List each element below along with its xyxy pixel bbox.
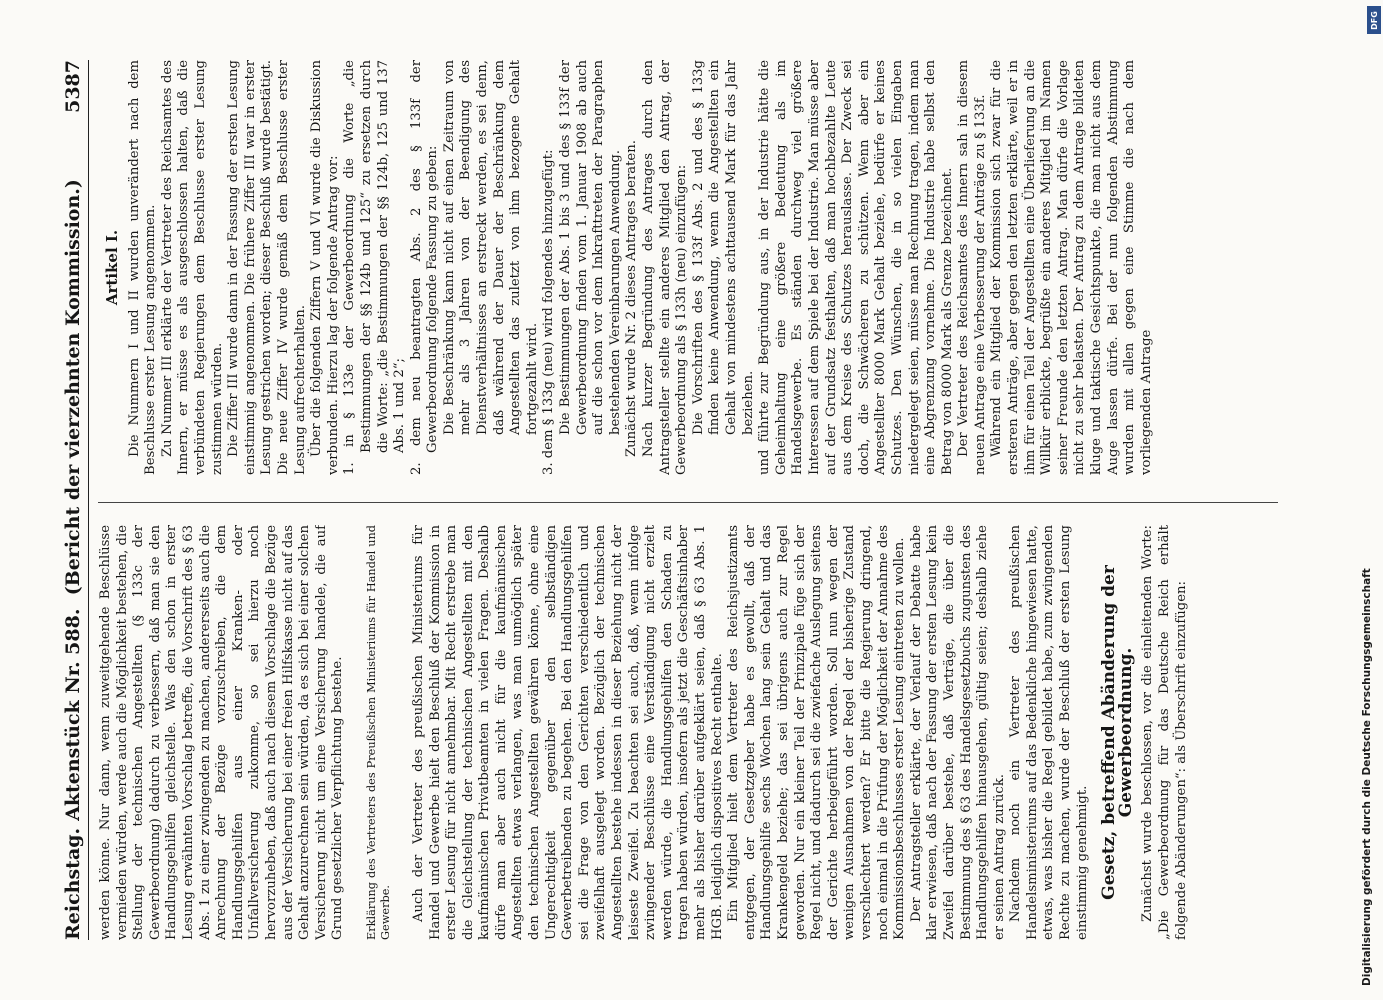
page-header bbox=[58, 60, 89, 940]
left-paragraph-4: Der Antragsteller erklärte, der Verlauf der Debatte habe klar erwiesen, daß nach der Fassung der ersten Lesung kein Zweifel darüber bestehe, daß Verträge, die über die Bestimmung des § 63 des Handelsgesetzbuchs zugunsten des Handlungsgehilfen hinausgehen, gültig seien; deshalb ziehe er seinen Antrag zurück. bbox=[908, 525, 1007, 940]
left-paragraph-2: Auch der Vertreter des preußischen Ministeriums für Handel und Gewerbe hielt den Beschluß der Kommission in erster Lesung für nicht annehmbar. Mit Recht erstrebe man die Gleichstellung der technischen Angestellten mit den kaufmännischen Privatbeamten in vielen Fragen. Deshalb dürfe man aber auch nicht für die kaufmännischen Angestellten etwas verlangen, was man unmöglich später den technischen Angestellten gewähren könne, ohne eine Ungerechtigkeit gegenüber den selbständigen Gewerbetreibenden zu begehen. Bei den Handlungsgehilfen sei die Frage von den Gerichten verschiedentlich und zweifelhaft ausgelegt worden. Bezüglich der technischen Angestellten bestehe indessen in dieser Beziehung nicht der leiseste Zweifel. Zu beachten sei auch, daß, wenn infolge zwingender Beschlüsse eine Verständigung nicht erzielt werden würde, die Handlungsgehilfen den Schaden zu tragen haben würden, insofern als jetzt die Geschäftsinhaber mehr als bisher darüber aufgeklärt seien, daß § 63 Abs. 1 HGB. lediglich dispositives Recht enthalte. bbox=[410, 525, 725, 940]
motion-item-2-text: Die Beschränkung kann nicht auf einen Zeitraum von mehr als 3 Jahren von der Beendigung des Dienstverhältnisses an erstreckt werden, es sei denn, daß während der Dauer der Beschränkung dem Angestellten das zuletzt von ihm bezogene Gehalt fortgezahlt wird. bbox=[441, 60, 540, 435]
digitization-sidebar bbox=[1358, 6, 1376, 986]
motion-item-3: 3. dem § 133g (neu) wird folgendes hinzugefügt: bbox=[541, 149, 557, 475]
motion-item-1: 1. in § 133e der Gewerbeordnung die Worte „die Bestimmungen der §§ 124b und 125“ zu ersetzen durch die Worte: „die Bestimmungen der §§ 124b, 125 und 137 Abs. 1 und 2“; bbox=[342, 60, 408, 475]
right-paragraph-5: Zunächst wurde Nr. 2 dieses Antrages beraten. bbox=[624, 140, 640, 457]
right-paragraph-2: Zu Nummer III erklärte der Vertreter des Reichsamtes des Innern, er müsse es als ausgeschlossen halten, daß die verbündeten Regierungen dem Beschlusse erster Lesung zustimmen würden. bbox=[159, 60, 225, 475]
motion-item-3-text: Die Bestimmungen der Abs. 1 bis 3 und des § 133f der Gewerbeordnung finden vom 1. Januar 1908 ab auch auf die schon vor dem Inkrafttreten der Paragraphen bestehenden Vereinbarungen Anwendung. bbox=[558, 60, 623, 435]
header-center-text: Aktenstück Nr. 588. bbox=[62, 608, 84, 821]
left-paragraph-5: Nachdem noch ein Vertreter des preußischen Handelsministeriums auf das Bedenkliche hingewiesen hatte, etwas, was bisher die Regel gebildet habe, zum zwingenden Rechte zu machen, wurde der Beschluß der ersten Lesung einstimmig genehmigt. bbox=[1008, 525, 1090, 940]
header-left: Reichstag. bbox=[62, 827, 84, 940]
left-column bbox=[98, 525, 1278, 940]
right-paragraph-6: Nach kurzer Begründung des Antrages durch den Antragsteller stellte ein anderes Mitglied den Antrag, der Gewerbeordnung als § 133h (neu) einzufügen: bbox=[641, 60, 690, 475]
left-paragraph-3: Ein Mitglied hielt dem Vertreter des Reichsjustizamts entgegen, der Gesetzgeber habe es gewollt, daß der Handlungsgehilfe sechs Wochen lang sein Gehalt und das Krankengeld beziehe; das sei übrigens auch zur Regel geworden. Nur ein kleiner Teil der Prinzipale füge sich der Regel nicht, und dadurch sei die zwiefache Auslegung seitens der Gerichte herbeigeführt worden. Soll nun wegen der wenigen Ausnahmen von der Regel der bisherige Zustand verschlechtert werden? Er bitte die Regierung dringend, noch einmal in die Prüfung der Möglichkeit der Annahme des Kommissionsbeschlusses erster Lesung eintreten zu wollen. bbox=[726, 525, 908, 940]
right-paragraph-10: Während ein Mitglied der Kommission sich zwar für die ersteren Anträge, aber gegen den letzten erklärte, weil er in ihm für einen Teil der Angestellten eine Überlieferung an die Willkür erblickte, begrüßte ein anderes Mitglied im Namen seiner Freunde den letzten Antrag. Man dürfe die Vorlage nicht zu sehr belasten. Der Antrag zu dem Antrage bildeten kluge und taktische Gesichtspunkte, die man nicht aus dem Auge lassen dürfe. Bei der nun folgenden Abstimmung wurden mit allen gegen eine Stimme die nach dem vorliegenden Antrage bbox=[989, 60, 1154, 475]
right-paragraph-9: Der Vertreter des Reichsamtes des Innern sah in diesem neuen Antrage eine Verbesserung der Anträge zu § 133f. bbox=[956, 60, 988, 475]
dfg-logo bbox=[1367, 6, 1381, 34]
page-number: 5387 bbox=[62, 60, 84, 113]
right-column bbox=[98, 60, 1278, 475]
header-right-title: (Bericht der vierzehnten Kommission.) bbox=[62, 179, 84, 596]
left-paragraph-6: Zunächst wurde beschlossen, vor die einleitenden Worte: „Die Gewerbeordnung für das Deutsche Reich erhält folgende Abänderungen“: als Überschrift einzufügen: bbox=[1140, 525, 1189, 940]
right-paragraph-8: und führte zur Begründung aus, in der Industrie hätte die Geheimhaltung eine größere Bedeutung als im Handelsgewerbe. Es ständen durchweg viel größere Interessen auf dem Spiele bei der Industrie. Man müsse aber auf der Grundsatz festhalten, daß man hochbezahlte Leute aus dem Kreise des Schutzes herauslasse. Der Zweck sei doch, die Schwächeren zu schützen. Wenn aber ein Angestellter 8000 Mark Gehalt beziehe, bedürfe er keines Schutzes. Den Wünschen, die in so vielen Eingaben niedergelegt seien, müsse man Rechnung tragen, indem man eine Abgrenzung vornehme. Die Industrie habe selbst den Betrag von 8000 Mark als Grenze bezeichnet. bbox=[757, 60, 955, 475]
right-paragraph-3: Die Ziffer III wurde dann in der Fassung der ersten Lesung einstimmig angenommen. Die frühere Ziffer III war in erster Lesung gestrichen worden; dieser Beschluß wurde bestätigt. Die neue Ziffer IV wurde gemäß dem Beschlusse erster Lesung aufrechterhalten. bbox=[226, 60, 308, 475]
right-paragraph-7: Die Vorschriften des § 133f Abs. 2 und des § 133g finden keine Anwendung, wenn die Angestellten ein Gehalt von mindestens achttausend Mark für das Jahr beziehen. bbox=[690, 60, 756, 435]
motion-item-2: 2. dem neu beantragten Abs. 2 des § 133f der Gewerbeordnung folgende Fassung zu geben: bbox=[408, 60, 441, 475]
right-paragraph-1: Die Nummern I und II wurden unverändert nach dem Beschlusse erster Lesung angenommen. bbox=[126, 60, 159, 475]
article-title: Artikel I. bbox=[103, 229, 121, 306]
margin-note: Erklärung des Vertreters des Preußischen Ministeriums für Handel und Gewerbe. bbox=[364, 525, 392, 940]
column-divider bbox=[98, 502, 1278, 503]
dfg-badge-text: DFG bbox=[1369, 10, 1379, 30]
left-paragraph-1: werden könne. Nur dann, wenn zuweitgehende Beschlüsse vermieden würden, werde auch die Möglichkeit bestehen, die Stellung der technischen Angestellten (§ 133c der Gewerbeordnung) dadurch zu verbessern, daß man sie den Handlungsgehilfen gleichstelle. Was den schon in erster Lesung erwähnten Vorschlag betreffe, die Vorschrift des § 63 Abs. 1 zu einer zwingenden zu machen, andererseits auch die Anrechnung der Bezüge vorzuschreiben, die dem Handlungsgehilfen aus einer Kranken- oder Unfallversicherung zukomme, so sei hierzu noch hervorzuheben, daß auch nach diesem Vorschlage die Bezüge aus der Versicherung bei einer freien Hilfskasse nicht auf das Gehalt anzurechnen sein würden, da es sich bei einer solchen Versicherung nicht um eine Versicherung handele, die auf Grund gesetzlicher Verpflichtung bestehe. bbox=[98, 525, 346, 940]
header-center bbox=[62, 179, 84, 821]
right-paragraph-4: Über die folgenden Ziffern V und VI wurde die Diskussion verbunden. Hierzu lag der folgende Antrag vor: bbox=[309, 60, 341, 475]
digitization-note: Digitalisierung gefördert durch die Deutsche Forschungsgemeinschaft bbox=[1361, 568, 1373, 986]
section-title: Gesetz, betreffend Abänderung der Gewerbeordnung. bbox=[1099, 565, 1136, 900]
